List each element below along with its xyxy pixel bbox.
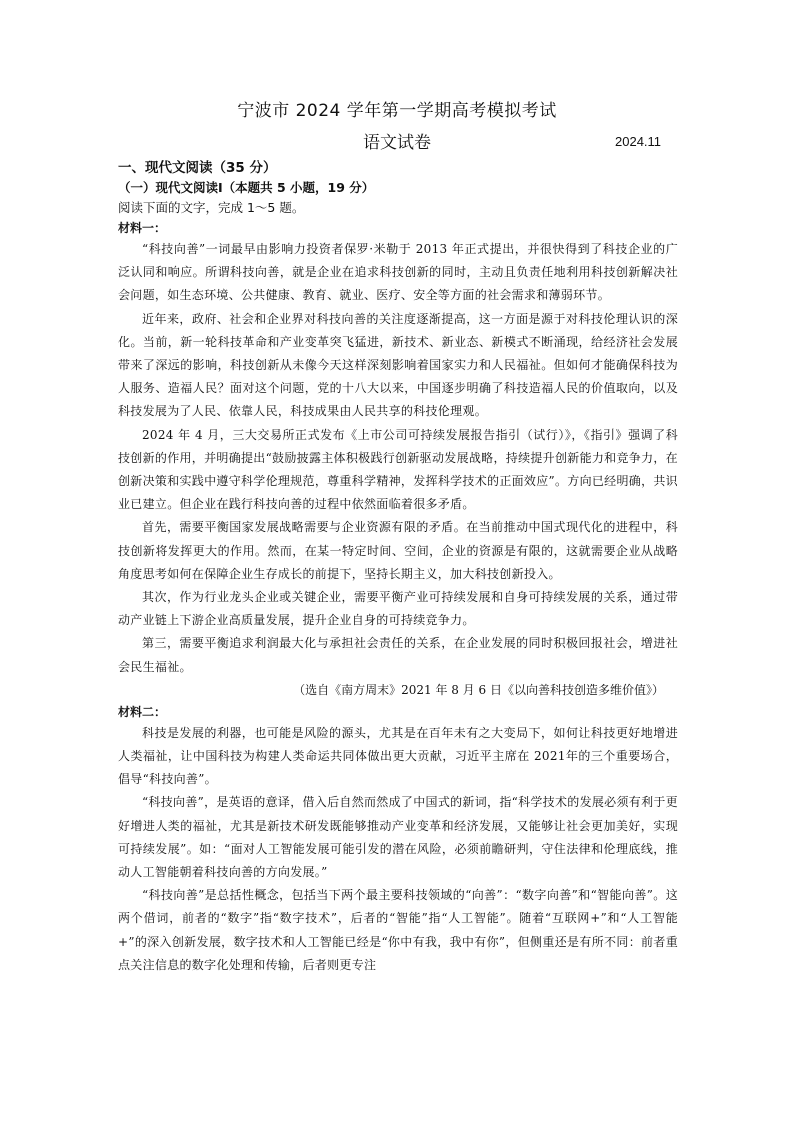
material-2-paragraph: “科技向善”是总括性概念，包括当下两个最主要科技领域的“向善”：“数字向善”和“智能向善”。这两个借词，前者的“数字”指“数字技术”，后者的“智能”指“人工智能”。随着“互联网+”和“人工智能+”的深入创新发展，数字技术和人工智能已经是“你中有我，我中有你”，但侧重还是有所不同：前者重点关注信息的数字化处理和传输，后者则更专注 <box>118 888 678 972</box>
exam-date: 2024.11 <box>615 134 662 149</box>
material-2-paragraph: 科技是发展的利器，也可能是风险的源头，尤其是在百年未有之大变局下，如何让科技更好地增进人类福祉，让中国科技为构建人类命运共同体做出更大贡献，习近平主席在 2021年的三个重要场合，倡导“科技向善”。 <box>118 725 678 787</box>
material-1-source: （选自《南方周末》2021 年 8 月 6 日《以向善科技创造多维价值》） <box>293 682 664 697</box>
section-heading: 一、现代文阅读（35 分） <box>118 160 277 176</box>
material-1-paragraph: 近年来，政府、社会和企业界对科技向善的关注度逐渐提高，这一方面是源于对科技伦理认识的深化。当前，新一轮科技革命和产业变革突飞猛进，新技术、新业态、新模式不断涌现，给经济社会发展带来了深远的影响，科技创新从未像今天这样深刻影响着国家实力和人民福祉。但如何才能确保科技为人服务、造福人民？面对这个问题，党的十八大以来，中国逐步明确了科技造福人民的价值取向，以及科技发展为了人民、依靠人民，科技成果由人民共享的科技伦理观。 <box>118 311 678 419</box>
material-1-paragraph: 2024 年 4 月，三大交易所正式发布《上市公司可持续发展报告指引（试行）》，《指引》强调了科技创新的作用，并明确提出“鼓励披露主体积极践行创新驱动发展战略，持续提升创新能力和竞争力，在创新决策和实践中遵守科学伦理规范，尊重科学精神，发挥科学技术的正面效应”。方向已经明确，共识业已建立。但企业在践行科技向善的过程中依然面临着很多矛盾。 <box>118 427 678 512</box>
exam-content <box>118 158 678 977</box>
material-2-paragraph: “科技向善”，是英语的意译，借入后自然而然成了中国式的新词，指“科学技术的发展必须有利于更好增进人类的福祉，尤其是新技术研发既能够推动产业变革和经济发展，又能够让社会更加美好，实现可持续发展”。如：“面对人工智能发展可能引发的潜在风险，必须前瞻研判，守住法律和伦理底线，推动人工智能朝着科技向善的方向发展。” <box>118 795 678 880</box>
reading-instruction: 阅读下面的文字，完成 1～5 题。 <box>118 200 305 215</box>
material-1-paragraph: “科技向善”一词最早由影响力投资者保罗·米勒于 2013 年正式提出，并很快得到了科技企业的广泛认同和响应。所谓科技向善，就是企业在追求科技创新的同时，主动且负责任地利用科技创新解决社会问题，如生态环境、公共健康、教育、就业、医疗、安全等方面的社会需求和薄弱环节。 <box>118 242 678 303</box>
material-2-label: 材料二： <box>118 704 167 719</box>
exam-subtitle: 语文试卷 <box>363 133 431 153</box>
material-1-label: 材料一： <box>118 221 167 235</box>
material-1-paragraph: 其次，作为行业龙头企业或关键企业，需要平衡产业可持续发展和自身可持续发展的关系，通过带动产业链上下游企业高质量发展，提升企业自身的可持续竞争力。 <box>118 590 678 628</box>
material-1-paragraph: 第三，需要平衡追求利润最大化与承担社会责任的关系，在企业发展的同时积极回报社会，增进社会民生福祉。 <box>118 636 678 674</box>
material-1-paragraph: 首先，需要平衡国家发展战略需要与企业资源有限的矛盾。在当前推动中国式现代化的进程中，科技创新将发挥更大的作用。然而，在某一特定时间、空间，企业的资源是有限的，这就需要企业从战略角度思考如何在保障企业生存成长的前提下，坚持长期主义，加大科技创新投入。 <box>118 520 678 581</box>
subsection-heading: （一）现代文阅读Ⅰ（本题共 5 小题，19 分） <box>118 180 375 195</box>
exam-title: 宁波市 2024 学年第一学期高考模拟考试 <box>237 101 557 121</box>
